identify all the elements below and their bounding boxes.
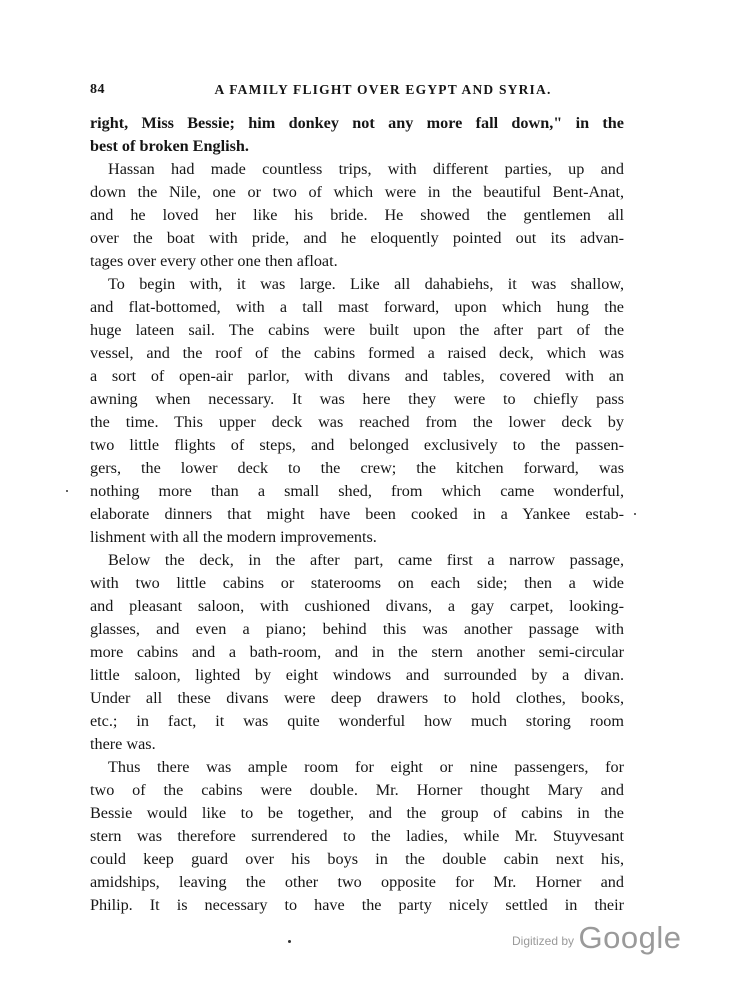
text-line: and he loved her like his bride. He showed the gentlemen all xyxy=(90,206,624,224)
text-line: stern was therefore surrendered to the ladies, while Mr. Stuyvesant xyxy=(90,827,624,845)
text-line: best of broken English. xyxy=(90,137,249,155)
text-line: there was. xyxy=(90,735,156,753)
text-line: right, Miss Bessie; him donkey not any more fall down," in the xyxy=(90,114,624,132)
ink-speck xyxy=(634,513,636,515)
page-header xyxy=(90,82,624,106)
body-text xyxy=(90,112,624,917)
text-line: awning when necessary. It was here they were to chiefly pass xyxy=(90,390,624,408)
text-line: Thus there was ample room for eight or nine passengers, for xyxy=(108,758,624,776)
paragraph xyxy=(90,756,624,917)
running-title: A FAMILY FLIGHT OVER EGYPT AND SYRIA. xyxy=(214,82,552,97)
paragraph xyxy=(90,273,624,549)
text-line: two little flights of steps, and belonged exclusively to the passen- xyxy=(90,436,624,454)
paragraph xyxy=(90,158,624,273)
text-line: vessel, and the roof of the cabins formed a raised deck, which was xyxy=(90,344,624,362)
google-logo: Google xyxy=(578,920,682,955)
text-line: a sort of open-air parlor, with divans and tables, covered with an xyxy=(90,367,624,385)
text-line: and flat-bottomed, with a tall mast forward, upon which hung the xyxy=(90,298,624,316)
text-line: the time. This upper deck was reached from the lower deck by xyxy=(90,413,624,431)
text-line: glasses, and even a piano; behind this was another passage with xyxy=(90,620,624,638)
text-line: down the Nile, one or two of which were in the beautiful Bent-Anat, xyxy=(90,183,624,201)
digitized-watermark xyxy=(512,920,681,956)
text-line: gers, the lower deck to the crew; the kitchen forward, was xyxy=(90,459,624,477)
page-number: 84 xyxy=(90,82,105,97)
text-line: Philip. It is necessary to have the party nicely settled in their xyxy=(90,896,624,914)
text-line: more cabins and a bath-room, and in the stern another semi-circular xyxy=(90,643,624,661)
text-line: Below the deck, in the after part, came first a narrow passage, xyxy=(108,551,624,569)
text-line: amidships, leaving the other two opposite for Mr. Horner and xyxy=(90,873,624,891)
text-line: huge lateen sail. The cabins were built upon the after part of the xyxy=(90,321,624,339)
text-line: To begin with, it was large. Like all dahabiehs, it was shallow, xyxy=(108,275,624,293)
text-line: Bessie would like to be together, and the group of cabins in the xyxy=(90,804,624,822)
text-line: over the boat with pride, and he eloquently pointed out its advan- xyxy=(90,229,624,247)
text-line: Under all these divans were deep drawers to hold clothes, books, xyxy=(90,689,624,707)
text-line: lishment with all the modern improvements. xyxy=(90,528,377,546)
text-line: etc.; in fact, it was quite wonderful how much storing room xyxy=(90,712,624,730)
text-line: nothing more than a small shed, from which came wonderful, xyxy=(90,482,624,500)
text-line: two of the cabins were double. Mr. Horner thought Mary and xyxy=(90,781,624,799)
paragraph xyxy=(90,112,624,158)
text-line: and pleasant saloon, with cushioned divans, a gay carpet, looking- xyxy=(90,597,624,615)
watermark-prefix: Digitized by xyxy=(512,934,575,948)
text-line: tages over every other one then afloat. xyxy=(90,252,338,270)
ink-speck xyxy=(288,940,291,943)
text-line: could keep guard over his boys in the double cabin next his, xyxy=(90,850,624,868)
text-line: with two little cabins or staterooms on each side; then a wide xyxy=(90,574,624,592)
paragraph xyxy=(90,549,624,756)
ink-speck xyxy=(66,490,68,492)
text-line: elaborate dinners that might have been cooked in a Yankee estab- xyxy=(90,505,624,523)
text-line: little saloon, lighted by eight windows and surrounded by a divan. xyxy=(90,666,624,684)
text-line: Hassan had made countless trips, with different parties, up and xyxy=(108,160,624,178)
